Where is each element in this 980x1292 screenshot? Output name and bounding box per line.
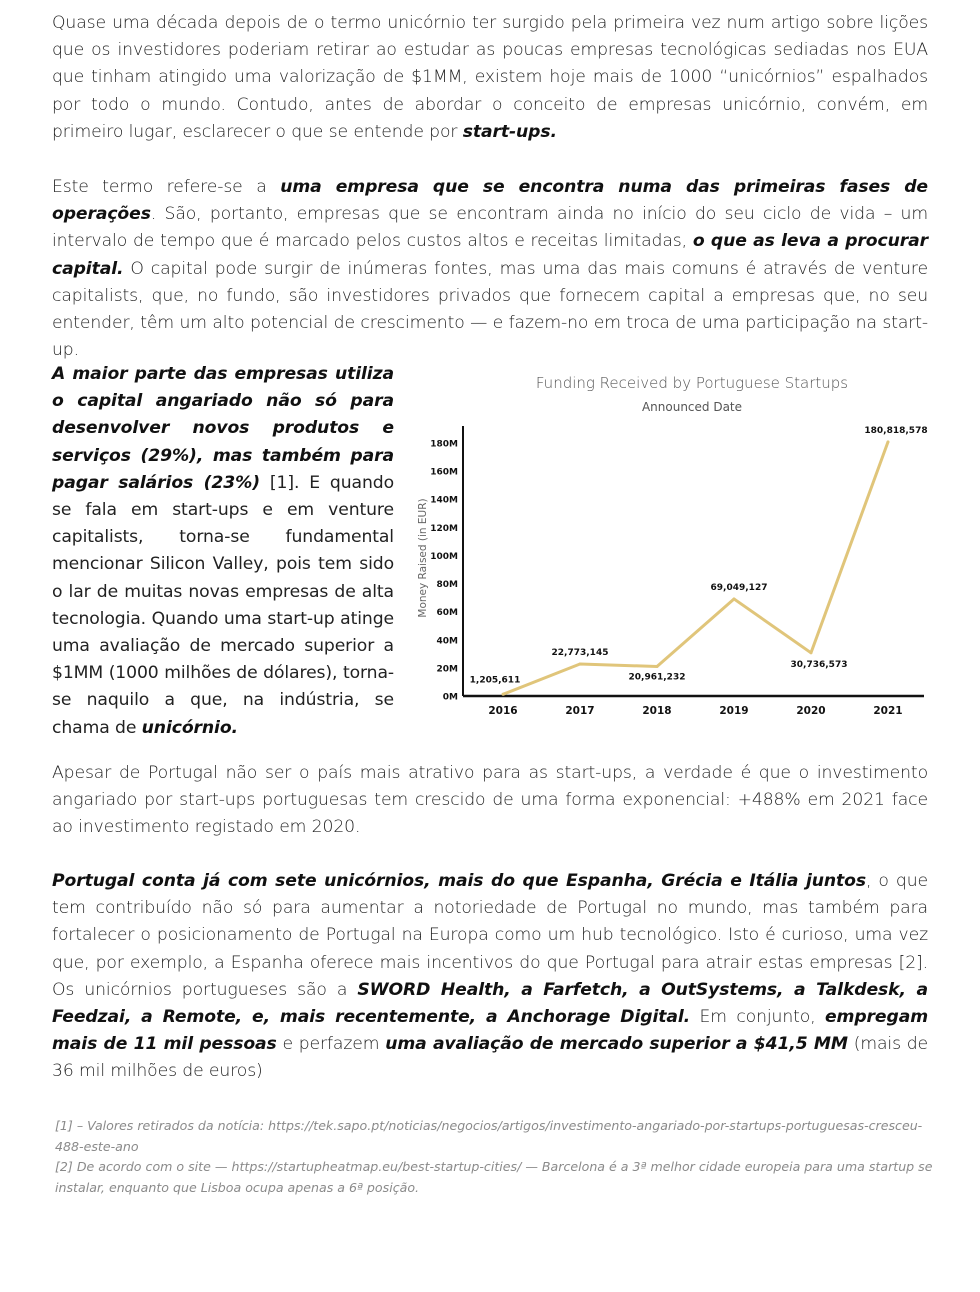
bold-span: uma avaliação de mercado superior a $41,5 MM bbox=[385, 1034, 848, 1055]
capital-use-paragraph bbox=[52, 361, 394, 742]
footnote-1: [1] – Valores retirados da notícia: https://tek.sapo.pt/noticias/negocios/artigos/investimento-angariado-por-startups-portuguesas-cresceu-488-este-ano bbox=[55, 1118, 923, 1154]
y-tick-label: 180M bbox=[430, 439, 458, 450]
bold-span: empregam mais de 11 mil pessoas bbox=[52, 1007, 928, 1055]
y-tick-label: 140M bbox=[430, 495, 458, 506]
x-tick-label: 2017 bbox=[565, 705, 595, 717]
intro-text: Quase uma década depois de o termo unicórnio ter surgido pela primeira vez num artigo sobre lições que os investidores poderiam retirar ao estudar as poucas empresas tecnológicas sediadas nos EUA que tinham atingido uma valorização de $1MM, existem hoje mais de 1000 “unicórnios” espalhados por todo o mundo. Contudo, antes de abordar o conceito de empresas unicórnio, convém, em primeiro lugar, esclarecer o que se entende por bbox=[52, 13, 928, 142]
text-span: Este termo refere-se a bbox=[52, 177, 281, 197]
text-span: [1]. E quando se fala em start-ups e em venture capitalists, torna-se fundamental mencionar Silicon Valley, pois tem sido o lar de muitas novas empresas de alta tecnologia. Quando uma start-up atinge uma avaliação de mercado superior a $1MM (1000 milhões de dólares), torna-se naquilo a que, na indústria, se chama de bbox=[52, 472, 394, 738]
x-tick-label: 2018 bbox=[642, 705, 672, 717]
data-label: 1,205,611 bbox=[469, 675, 521, 686]
data-label: 69,049,127 bbox=[710, 582, 768, 593]
growth-text: Apesar de Portugal não ser o país mais atrativo para as start-ups, a verdade é que o investimento angariado por start-ups portuguesas tem crescido de uma forma exponencial: +488% em 2021 face ao investimento registado em 2020. bbox=[52, 763, 928, 838]
text-span: e perfazem bbox=[276, 1034, 386, 1055]
text-span: . São, portanto, empresas que se encontram ainda no início do seu ciclo de vida – um intervalo de tempo que é marcado pelos custos altos e receitas limitadas, bbox=[52, 204, 928, 252]
y-tick-label: 120M bbox=[430, 523, 458, 534]
y-tick-label: 0M bbox=[442, 692, 458, 703]
chart-y-axis-label: Money Raised (in EUR) bbox=[417, 498, 429, 618]
x-tick-label: 2016 bbox=[488, 705, 518, 717]
funding-chart bbox=[402, 362, 932, 722]
data-label: 20,961,232 bbox=[628, 672, 686, 683]
text-span: O capital pode surgir de inúmeras fontes, mas uma das mais comuns é através de venture capitalists, que, no fundo, são investidores privados que fornecem capital a empresas que, no seu entender, têm um alto potencial de crescimento — e fazem-no em troca de uma participação na start-up. bbox=[52, 258, 928, 361]
footnotes bbox=[55, 1116, 935, 1198]
chart-title: Funding Received by Portuguese Startups bbox=[535, 374, 849, 392]
bold-span: Portugal conta já com sete unicórnios, mais do que Espanha, Grécia e Itália juntos bbox=[52, 871, 866, 891]
y-tick-label: 60M bbox=[436, 608, 458, 619]
y-tick-label: 80M bbox=[436, 580, 458, 591]
unicorn-list: SWORD Health, a Farfetch, a OutSystems, a Talkdesk, a Feedzai, a Remote, e, mais recentemente, a Anchorage Digital. bbox=[52, 979, 928, 1028]
intro-bold-startups: start-ups. bbox=[462, 121, 557, 142]
footnote-2: [2] De acordo com o site — https://startupheatmap.eu/best-startup-cities/ — Barcelona é a 3ª melhor cidade europeia para uma startup se instalar, enquanto que Lisboa ocupa apenas a 6ª posição. bbox=[55, 1159, 933, 1195]
y-tick-label: 20M bbox=[436, 664, 458, 675]
data-point bbox=[733, 597, 736, 600]
chart-subtitle: Announced Date bbox=[641, 400, 743, 414]
text-span: Em conjunto, bbox=[690, 1007, 825, 1028]
bold-span: A maior parte das empresas utiliza o capital angariado não só para desenvolver novos produtos e serviços (29%), mas também para pagar salários (23%) bbox=[52, 364, 394, 493]
data-label: 30,736,573 bbox=[790, 659, 848, 670]
unicorns-paragraph bbox=[52, 868, 928, 1086]
data-point bbox=[887, 440, 890, 443]
x-tick-label: 2019 bbox=[719, 705, 749, 717]
y-tick-label: 40M bbox=[436, 636, 458, 647]
bold-span: unicórnio. bbox=[141, 717, 238, 738]
intro-paragraph bbox=[52, 10, 928, 146]
x-tick-label: 2021 bbox=[873, 705, 903, 717]
y-tick-label: 100M bbox=[430, 551, 458, 562]
data-point bbox=[579, 662, 582, 665]
text-span: (mais de 36 mil milhões de euros) bbox=[52, 1034, 928, 1082]
text-span: , o que tem contribuído não só para aumentar a notoriedade de Portugal no mundo, mas também para fortalecer o posicionamento de Portugal na Europa como um hub tecnológico. Isto é curioso, uma vez que, por exemplo, a Espanha oferece mais incentivos do que Portugal para atrair estas empresas [2]. Os unicórnios portugueses são a bbox=[52, 871, 929, 1000]
data-point bbox=[810, 651, 813, 654]
startup-definition-paragraph bbox=[52, 174, 928, 364]
data-point bbox=[502, 693, 505, 696]
data-label: 22,773,145 bbox=[551, 647, 609, 658]
x-tick-label: 2020 bbox=[796, 705, 826, 717]
bold-span: uma empresa que se encontra numa das primeiras fases de operações bbox=[52, 177, 928, 225]
y-tick-label: 160M bbox=[430, 467, 458, 478]
growth-paragraph bbox=[52, 760, 928, 842]
data-point bbox=[656, 665, 659, 668]
data-label: 180,818,578 bbox=[864, 425, 928, 436]
bold-span: o que as leva a procurar capital. bbox=[52, 231, 928, 279]
